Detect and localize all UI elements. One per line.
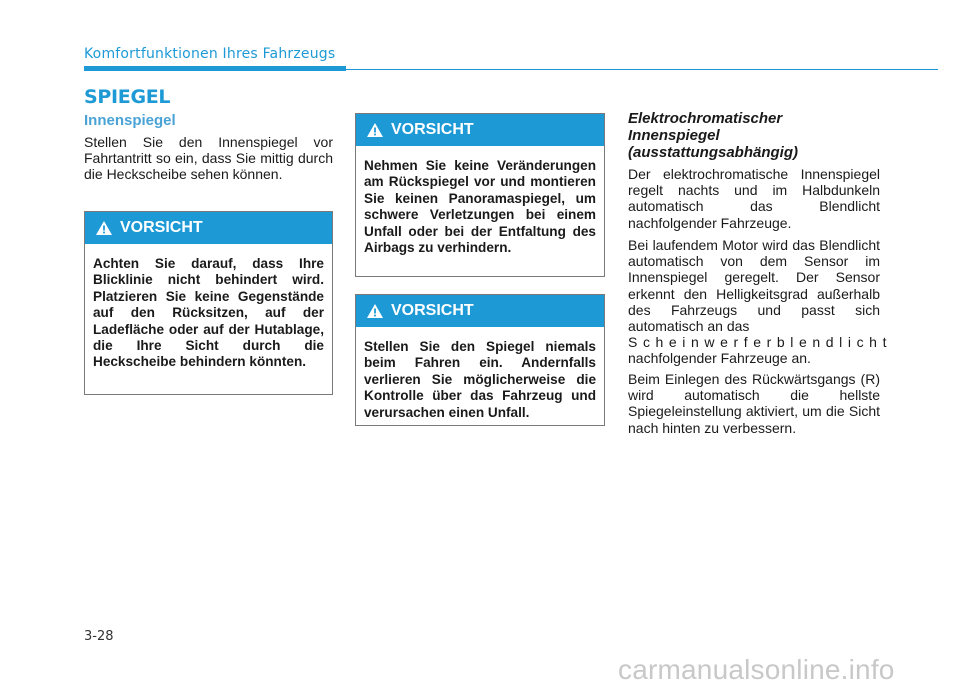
watermark: carmanualsonline.info (618, 654, 895, 685)
warning-text: Stellen Sie den Spiegel niemals beim Fahren ein. Andernfalls verlieren Sie möglicherweise die Kontrolle über das Fahrzeug und verursachen einen Unfall. (364, 339, 596, 420)
electrochromic-paragraph-1: Der elektrochromatische Innenspiegel regelt nachts und im Halbdunkeln automatisch das Blendlicht nachfolgender Fahrzeuge. (628, 166, 880, 231)
header-rule-thin (346, 69, 938, 70)
spread-word: Scheinwerferblendlicht (628, 334, 893, 351)
warning-heading: VORSICHT (391, 302, 474, 319)
warning-header (356, 295, 604, 327)
electrochromic-paragraph-3: Beim Einlegen des Rückwärtsgangs (R) wird automatisch die hellste Spiegeleinstellung aktiviert, um die Sicht nach hinten zu verbessern. (628, 371, 880, 436)
warning-text: Achten Sie darauf, dass Ihre Blicklinie nicht behindert wird. Platzieren Sie keine Gegenstände auf den Rücksitzen, auf der Ladefläche oder auf der Hutablage, die Ihre Sicht durch die Heckscheibe behindern könnten. (93, 256, 324, 370)
electrochromic-title (628, 110, 880, 161)
title-line: Elektrochromatischer (628, 110, 783, 127)
warning-text: Nehmen Sie keine Veränderungen am Rückspiegel vor und montieren Sie keinen Panoramaspiegel, um schwere Verletzungen bei einem Unfall oder bei der Entfaltung des Airbags zu verhindern. (364, 158, 596, 256)
title-line: (ausstattungsabhängig) (628, 144, 799, 161)
warning-header (85, 212, 332, 244)
warning-triangle-icon (366, 303, 384, 319)
title-line: Innenspiegel (628, 127, 720, 144)
page-title: SPIEGEL (84, 86, 171, 108)
warning-heading: VORSICHT (120, 219, 203, 236)
page-number: 3-28 (84, 629, 114, 644)
warning-box-3 (355, 294, 605, 426)
warning-triangle-icon (95, 220, 113, 236)
warning-box-2 (355, 113, 605, 277)
warning-box-1 (84, 211, 333, 395)
electrochromic-paragraph-2 (628, 237, 893, 367)
header-section-label: Komfortfunktionen Ihres Fahrzeugs (84, 46, 336, 62)
intro-paragraph: Stellen Sie den Innenspiegel vor Fahrtantritt so ein, dass Sie mittig durch die Heckscheibe sehen können. (84, 134, 333, 183)
paragraph-text: nachfolgender Fahrzeuge an. (628, 350, 811, 367)
page-subtitle: Innenspiegel (84, 112, 176, 129)
paragraph-text: Bei laufendem Motor wird das Blendlicht automatisch von dem Sensor im Innenspiegel geregelt. Der Sensor erkennt den Helligkeitsgrad außerhalb des Fahrzeugs und passt sich automatisch an das (628, 237, 880, 335)
warning-heading: VORSICHT (391, 121, 474, 138)
warning-triangle-icon (366, 122, 384, 138)
warning-header (356, 114, 604, 146)
header-rule-thick (84, 66, 346, 71)
